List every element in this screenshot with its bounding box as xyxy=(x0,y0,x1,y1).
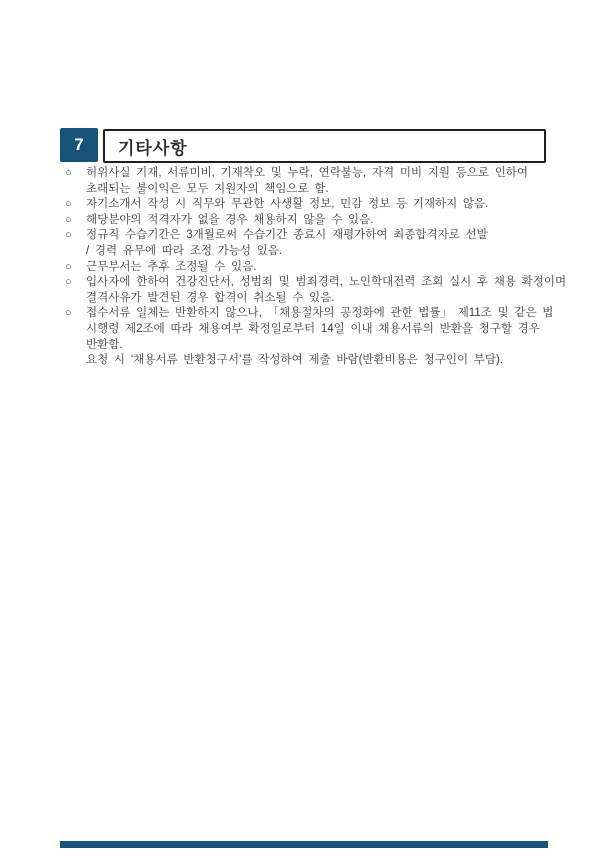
text-line: 입사자에 한하여 건강진단서, 성범죄 및 범죄경력, 노인학대전력 조회 실시 후 채용 확정이며 xyxy=(86,276,567,289)
text-line: 결격사유가 발견된 경우 합격이 취소될 수 있음. xyxy=(86,291,335,304)
bullet-icon: ○ xyxy=(65,213,72,226)
list-item xyxy=(65,260,547,276)
list-item xyxy=(65,166,547,197)
bullet-icon: ○ xyxy=(65,307,72,320)
section-header xyxy=(60,128,546,162)
bullet-list xyxy=(65,166,567,369)
section-title-box xyxy=(103,129,546,163)
text-line: 접수서류 일체는 반환하지 않으나, 「채용절차의 공정화에 관한 법률」 제11조 및 같은 법 xyxy=(86,307,554,320)
list-item xyxy=(65,228,547,259)
text-line: 허위사실 기재, 서류미비, 기재착오 및 누락, 연락불능, 자격 미비 지원 등으로 인하여 xyxy=(86,167,529,179)
text-line: 초래되는 불이익은 모두 지원자의 책임으로 함. xyxy=(86,182,329,195)
section-number-box xyxy=(60,128,98,162)
section-title: 기타사항 xyxy=(118,138,188,158)
text-line: 요청 시 ‘채용서류 반환청구서’를 작성하여 제출 바람(반환비용은 청구인이 부담). xyxy=(86,354,504,367)
footer-bar xyxy=(60,841,548,848)
bullet-icon: ○ xyxy=(65,260,72,273)
text-line: 해당분야의 적격자가 없을 경우 채용하지 않을 수 있음. xyxy=(86,213,374,226)
list-item xyxy=(65,306,554,368)
list-item xyxy=(65,275,567,306)
text-line: 시행령 제2조에 따라 채용여부 확정일로부터 14일 이내 채용서류의 반환을 청구할 경우 xyxy=(86,322,540,335)
text-line: / 경력 유무에 따라 조정 가능성 있음. xyxy=(86,244,283,257)
list-item xyxy=(65,197,547,213)
text-line: 정규직 수습기간은 3개월로써 수습기간 종료시 재평가하여 최종합격자로 선발 xyxy=(86,229,488,242)
text-line: 근무부서는 추후 조정될 수 있음. xyxy=(86,260,257,273)
text-line: 반환함. xyxy=(86,338,123,351)
bullet-icon: ○ xyxy=(65,229,72,242)
bullet-icon: ○ xyxy=(65,276,72,289)
bullet-icon: ○ xyxy=(65,198,72,211)
text-line: 자기소개서 작성 시 직무와 무관한 사생활 정보, 민감 정보 등 기재하지 않음. xyxy=(86,198,489,211)
list-item xyxy=(65,213,547,229)
section-number: 7 xyxy=(74,135,84,154)
bullet-icon: ○ xyxy=(65,167,72,179)
